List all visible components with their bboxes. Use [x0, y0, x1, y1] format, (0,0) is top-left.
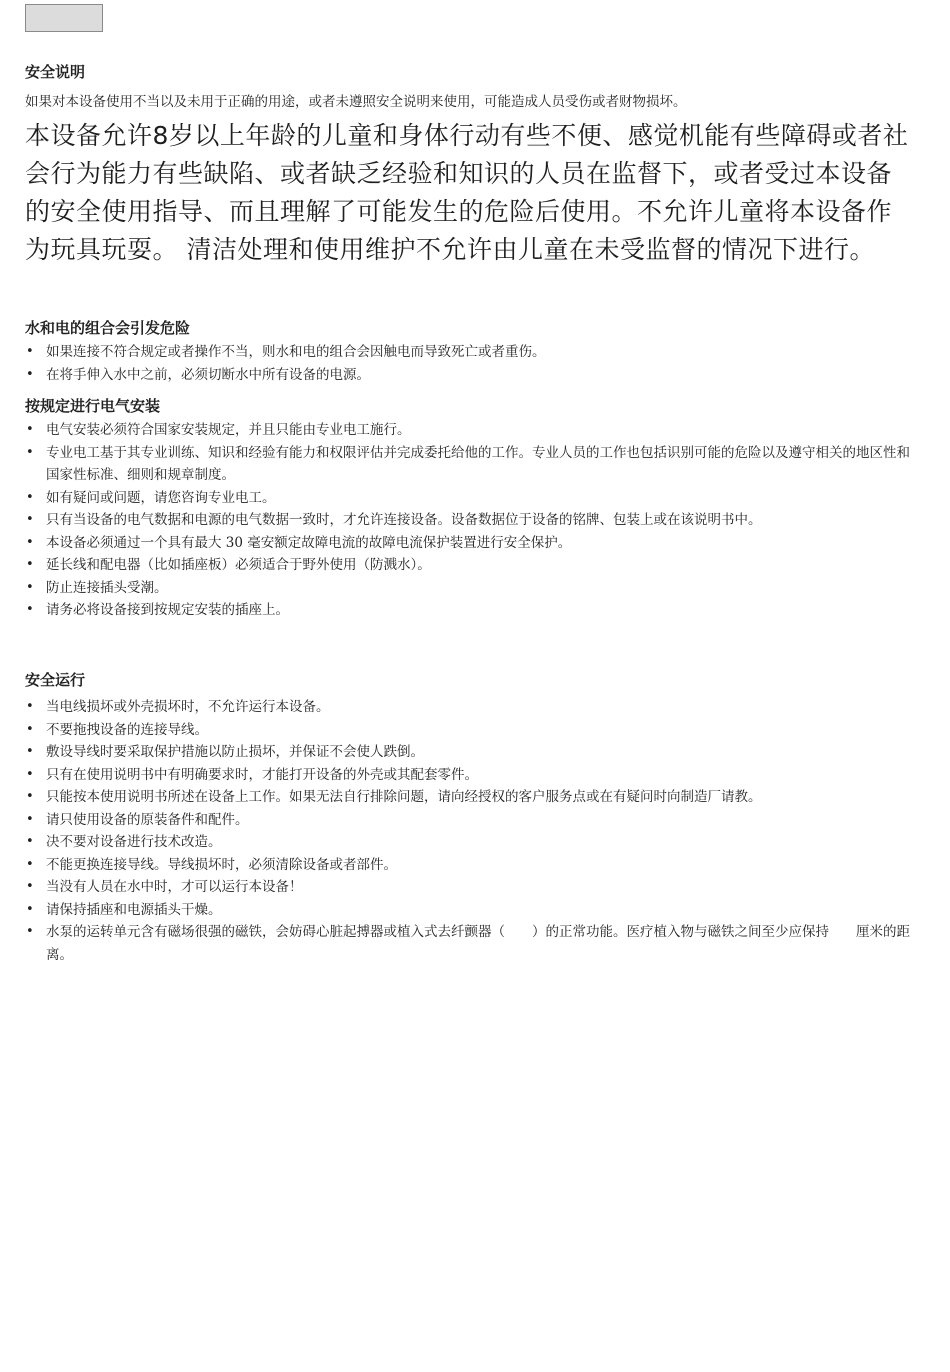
safety-warning: 本设备允许8岁以上年龄的儿童和身体行动有些不便、感觉机能有些障碍或者社会行为能力有些缺陷、或者缺乏经验和知识的人员在监督下，或者受过本设备的安全使用指导、而且理解了可能发生的危险后使用。不允许儿童将本设备作为玩具玩耍。 清洁处理和使用维护不允许由儿童在未受监督的情况下进行。 — [25, 121, 909, 264]
bullet-icon: • — [26, 512, 34, 527]
list-item: • 专业电工基于其专业训练、知识和经验有能力和权限评估并完成委托给他的工作。专业人员的工作也包括识别可能的危险以及遵守相关的地区性和国家性标准、细则和规章制度。 — [25, 442, 910, 487]
list-item: • 请务必将设备接到按规定安装的插座上。 — [25, 599, 910, 622]
list-item: • 如有疑问或问题，请您咨询专业电工。 — [25, 487, 910, 510]
list-item: • 请保持插座和电源插头干燥。 — [25, 899, 910, 922]
safety-title: 安全说明 — [25, 63, 86, 81]
list-item: • 如果连接不符合规定或者操作不当，则水和电的组合会因触电而导致死亡或者重伤。 — [25, 341, 910, 364]
safety-section — [25, 62, 910, 269]
list-item: • 只有在使用说明书中有明确要求时，才能打开设备的外壳或其配套零件。 — [25, 764, 910, 787]
header-tab-box — [25, 4, 103, 32]
list-item: • 水泵的运转单元含有磁场很强的磁铁，会妨碍心脏起搏器或植入式去纤颤器（ ）的正常功能。医疗植入物与磁铁之间至少应保持 厘米的距离。 — [25, 921, 910, 966]
bullet-icon: • — [26, 811, 34, 827]
water-electricity-list — [25, 341, 910, 386]
list-item: • 敷设导线时要采取保护措施以防止损坏，并保证不会使人跌倒。 — [25, 741, 910, 764]
bullet-icon: • — [26, 602, 34, 617]
list-item: • 只有当设备的电气数据和电源的电气数据一致时，才允许连接设备。设备数据位于设备的铭牌、包装上或在该说明书中。 — [25, 509, 910, 532]
safe-operation-section — [25, 670, 910, 966]
bullet-icon: • — [26, 766, 34, 782]
safety-intro: 如果对本设备使用不当以及未用于正确的用途，或者未遵照安全说明来使用，可能造成人员受伤或者财物损坏。 — [25, 94, 687, 110]
water-electricity-title: 水和电的组合会引发危险 — [25, 319, 191, 337]
list-item: • 决不要对设备进行技术改造。 — [25, 831, 910, 854]
list-item: • 请只使用设备的原装备件和配件。 — [25, 809, 910, 832]
list-item: • 本设备必须通过一个具有最大 30 毫安额定故障电流的故障电流保护装置进行安全保护。 — [25, 532, 910, 555]
bullet-icon: • — [26, 721, 34, 737]
bullet-icon: • — [26, 699, 34, 714]
safe-operation-title: 安全运行 — [25, 671, 86, 689]
electrical-installation-title: 按规定进行电气安装 — [25, 397, 161, 415]
list-item: • 不要拖拽设备的连接导线。 — [25, 719, 910, 742]
bullet-icon: • — [26, 744, 34, 759]
list-item: • 在将手伸入水中之前，必须切断水中所有设备的电源。 — [25, 364, 910, 387]
bullet-icon: • — [26, 856, 34, 872]
list-item: • 当没有人员在水中时，才可以运行本设备！ — [25, 876, 910, 899]
bullet-icon: • — [26, 924, 34, 939]
bullet-icon: • — [26, 557, 34, 572]
bullet-icon: • — [26, 579, 34, 595]
electrical-installation-section — [25, 396, 910, 622]
list-item: • 当电线损坏或外壳损坏时，不允许运行本设备。 — [25, 696, 910, 719]
bullet-icon: • — [26, 834, 34, 849]
list-item: • 不能更换连接导线。导线损坏时，必须清除设备或者部件。 — [25, 854, 910, 877]
bullet-icon: • — [26, 344, 34, 359]
electrical-installation-list — [25, 419, 910, 622]
list-item: • 延长线和配电器（比如插座板）必须适合于野外使用（防溅水）。 — [25, 554, 910, 577]
bullet-icon: • — [26, 789, 34, 804]
safe-operation-list — [25, 696, 910, 966]
list-item: • 只能按本使用说明书所述在设备上工作。如果无法自行排除问题，请向经授权的客户服务点或在有疑问时向制造厂请教。 — [25, 786, 910, 809]
list-item: • 防止连接插头受潮。 — [25, 577, 910, 600]
bullet-icon: • — [26, 879, 34, 894]
bullet-icon: • — [26, 901, 34, 917]
bullet-icon: • — [26, 444, 34, 460]
water-electricity-section — [25, 318, 910, 386]
bullet-icon: • — [26, 534, 34, 550]
list-item: • 电气安装必须符合国家安装规定，并且只能由专业电工施行。 — [25, 419, 910, 442]
bullet-icon: • — [26, 489, 34, 505]
bullet-icon: • — [26, 422, 34, 437]
bullet-icon: • — [26, 366, 34, 382]
